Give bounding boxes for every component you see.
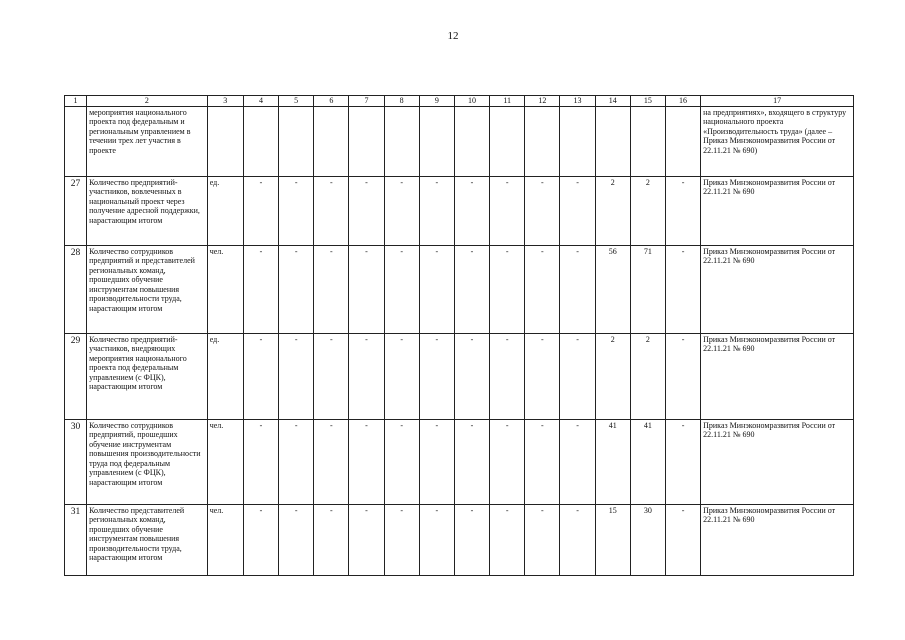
value-cell: - [419, 420, 454, 505]
value-cell: - [454, 420, 489, 505]
value-cell-15 [630, 107, 665, 177]
value-cell-14: 2 [595, 177, 630, 246]
value-cell: - [419, 177, 454, 246]
value-cell: - [525, 246, 560, 334]
indicator-name: Количество представителей региональных команд, прошедших обучение инструментам повышения производительности труда, нарастающим итогом [87, 505, 208, 576]
value-cell: - [384, 334, 419, 420]
value-cell: - [490, 246, 525, 334]
table-row [65, 107, 854, 177]
value-cell: - [525, 334, 560, 420]
value-cell: - [490, 177, 525, 246]
value-cell: - [384, 420, 419, 505]
value-cell: - [314, 177, 349, 246]
value-cell-16 [665, 107, 700, 177]
row-number: 31 [65, 505, 87, 576]
column-header: 14 [595, 96, 630, 107]
source-document: Приказ Минэкономразвития России от 22.11.21 № 690 [701, 177, 854, 246]
value-cell: - [490, 420, 525, 505]
value-cell [490, 107, 525, 177]
source-document: Приказ Минэкономразвития России от 22.11.21 № 690 [701, 246, 854, 334]
row-number: 30 [65, 420, 87, 505]
value-cell: - [243, 246, 278, 334]
value-cell: - [525, 420, 560, 505]
value-cell: - [384, 505, 419, 576]
value-cell: - [525, 505, 560, 576]
value-cell: - [279, 334, 314, 420]
page-number: 12 [447, 30, 459, 42]
table-row [65, 334, 854, 420]
value-cell [454, 107, 489, 177]
column-header: 12 [525, 96, 560, 107]
indicator-name: Количество сотрудников предприятий, прошедших обучение инструментам повышения производительности труда под федеральным управлением (с ФЦК), нарастающим итогом [87, 420, 208, 505]
column-header: 7 [349, 96, 384, 107]
value-cell [349, 107, 384, 177]
value-cell: - [454, 334, 489, 420]
column-header: 9 [419, 96, 454, 107]
unit-cell: чел. [207, 420, 243, 505]
value-cell: - [490, 505, 525, 576]
value-cell: - [314, 246, 349, 334]
value-cell: - [454, 246, 489, 334]
value-cell-14: 15 [595, 505, 630, 576]
column-header: 10 [454, 96, 489, 107]
value-cell [384, 107, 419, 177]
value-cell: - [314, 505, 349, 576]
unit-cell: ед. [207, 334, 243, 420]
column-header: 4 [243, 96, 278, 107]
value-cell-15: 41 [630, 420, 665, 505]
value-cell: - [349, 420, 384, 505]
table-body [65, 96, 854, 576]
indicator-name: Количество предприятий-участников, внедряющих мероприятия национального проекта под федеральным управлением (с ФЦК), нарастающим итогом [87, 334, 208, 420]
value-cell: - [279, 177, 314, 246]
indicator-name: мероприятия национального проекта под федеральным и региональным управлением в течении трех лет участия в проекте [87, 107, 208, 177]
value-cell-15: 71 [630, 246, 665, 334]
column-header: 13 [560, 96, 595, 107]
column-header: 3 [207, 96, 243, 107]
value-cell: - [560, 246, 595, 334]
value-cell [419, 107, 454, 177]
value-cell-14: 41 [595, 420, 630, 505]
unit-cell: чел. [207, 505, 243, 576]
column-header: 11 [490, 96, 525, 107]
value-cell: - [349, 334, 384, 420]
value-cell: - [419, 334, 454, 420]
value-cell-16: - [665, 420, 700, 505]
row-number: 28 [65, 246, 87, 334]
column-header: 2 [87, 96, 208, 107]
value-cell: - [243, 334, 278, 420]
source-document: Приказ Минэкономразвития России от 22.11.21 № 690 [701, 334, 854, 420]
value-cell: - [279, 505, 314, 576]
value-cell [314, 107, 349, 177]
value-cell: - [243, 420, 278, 505]
value-cell-14 [595, 107, 630, 177]
value-cell: - [314, 420, 349, 505]
value-cell [243, 107, 278, 177]
value-cell: - [560, 177, 595, 246]
value-cell [560, 107, 595, 177]
value-cell: - [243, 177, 278, 246]
value-cell-16: - [665, 334, 700, 420]
row-number [65, 107, 87, 177]
unit-cell: чел. [207, 246, 243, 334]
value-cell-16: - [665, 177, 700, 246]
value-cell: - [454, 177, 489, 246]
value-cell-14: 2 [595, 334, 630, 420]
value-cell [279, 107, 314, 177]
value-cell: - [560, 420, 595, 505]
value-cell: - [525, 177, 560, 246]
table-header-row [65, 96, 854, 107]
value-cell [525, 107, 560, 177]
value-cell-14: 56 [595, 246, 630, 334]
indicator-name: Количество предприятий-участников, вовлеченных в национальный проект через получение адресной поддержки, нарастающим итогом [87, 177, 208, 246]
table-row [65, 177, 854, 246]
value-cell: - [349, 505, 384, 576]
column-header: 6 [314, 96, 349, 107]
value-cell-15: 30 [630, 505, 665, 576]
value-cell: - [384, 177, 419, 246]
source-document: Приказ Минэкономразвития России от 22.11.21 № 690 [701, 420, 854, 505]
value-cell-15: 2 [630, 334, 665, 420]
unit-cell [207, 107, 243, 177]
value-cell: - [243, 505, 278, 576]
indicator-name: Количество сотрудников предприятий и представителей региональных команд, прошедших обучение инструментам повышения производительности труда, нарастающим итогом [87, 246, 208, 334]
row-number: 29 [65, 334, 87, 420]
source-document: Приказ Минэкономразвития России от 22.11.21 № 690 [701, 505, 854, 576]
row-number: 27 [65, 177, 87, 246]
value-cell: - [419, 246, 454, 334]
column-header: 1 [65, 96, 87, 107]
table-row [65, 246, 854, 334]
value-cell: - [279, 246, 314, 334]
column-header: 16 [665, 96, 700, 107]
value-cell-16: - [665, 505, 700, 576]
value-cell: - [560, 334, 595, 420]
value-cell-15: 2 [630, 177, 665, 246]
indicators-table [64, 95, 854, 576]
value-cell-16: - [665, 246, 700, 334]
value-cell: - [349, 177, 384, 246]
table-row [65, 505, 854, 576]
value-cell: - [454, 505, 489, 576]
column-header: 8 [384, 96, 419, 107]
value-cell: - [560, 505, 595, 576]
value-cell: - [279, 420, 314, 505]
column-header: 5 [279, 96, 314, 107]
value-cell: - [349, 246, 384, 334]
value-cell: - [314, 334, 349, 420]
value-cell: - [384, 246, 419, 334]
value-cell: - [419, 505, 454, 576]
column-header: 17 [701, 96, 854, 107]
source-document: на предприятиях», входящего в структуру национального проекта «Производительность труда» (далее – Приказ Минэкономразвития России от 22.11.21 № 690) [701, 107, 854, 177]
table-row [65, 420, 854, 505]
column-header: 15 [630, 96, 665, 107]
value-cell: - [490, 334, 525, 420]
unit-cell: ед. [207, 177, 243, 246]
